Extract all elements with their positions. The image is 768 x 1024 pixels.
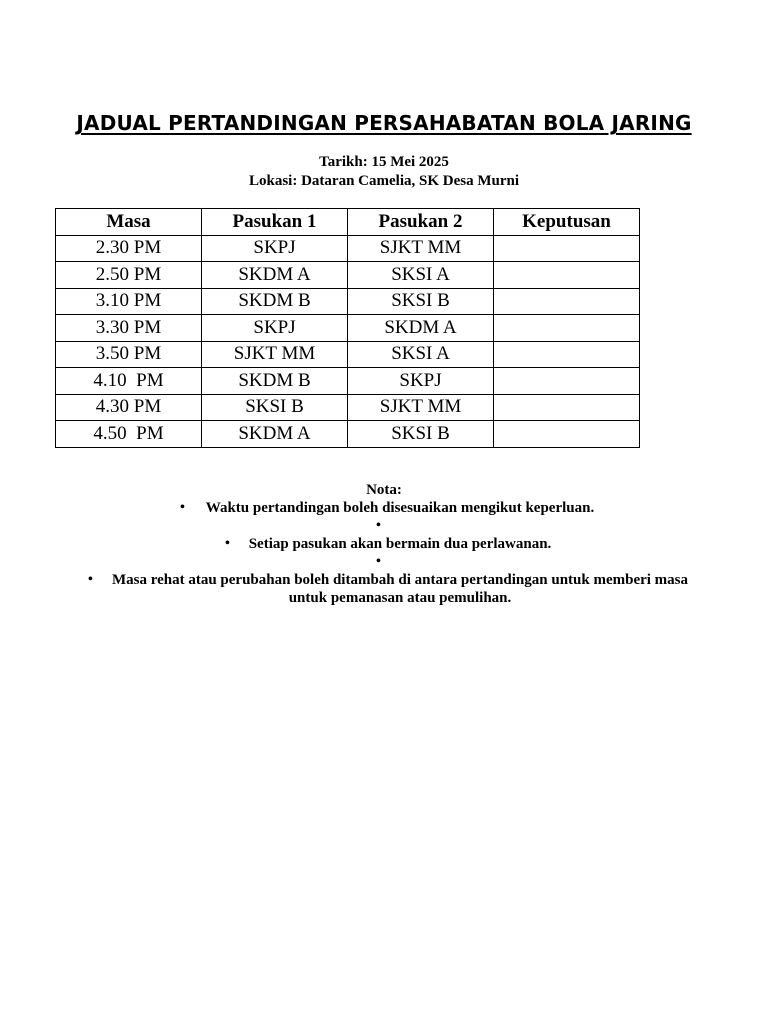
cell-pasukan-1: SJKT MM: [202, 341, 348, 368]
notes-title: Nota:: [366, 482, 402, 498]
cell-keputusan: [494, 421, 640, 448]
bullet-icon: •: [180, 500, 185, 515]
cell-masa: 3.10 PM: [56, 288, 202, 315]
cell-masa: 2.50 PM: [56, 262, 202, 289]
note-item-3: Setiap pasukan akan bermain dua perlawanan.: [248, 536, 552, 552]
cell-keputusan: [494, 341, 640, 368]
cell-keputusan: [494, 235, 640, 262]
cell-pasukan-2: SKDM A: [348, 315, 494, 342]
table-row: [56, 235, 640, 262]
cell-pasukan-2: SKSI A: [348, 341, 494, 368]
cell-pasukan-2: SJKT MM: [348, 235, 494, 262]
cell-keputusan: [494, 288, 640, 315]
table-row: [56, 262, 640, 289]
date-line: Tarikh: 15 Mei 2025: [319, 154, 449, 170]
location-line: Lokasi: Dataran Camelia, SK Desa Murni: [249, 173, 519, 189]
note-item-1: Waktu pertandingan boleh disesuaikan mengikut keperluan.: [205, 500, 595, 516]
bullet-icon: •: [376, 518, 381, 533]
cell-keputusan: [494, 368, 640, 395]
column-header-pasukan-1: Pasukan 1: [202, 209, 348, 236]
cell-masa: 4.10 PM: [56, 368, 202, 395]
cell-pasukan-1: SKDM B: [202, 368, 348, 395]
note-item-5: Masa rehat atau perubahan boleh ditambah di antara pertandingan untuk memberi masa untuk pemanasan atau pemulihan.: [111, 572, 689, 606]
cell-masa: 4.30 PM: [56, 394, 202, 421]
cell-pasukan-2: SKPJ: [348, 368, 494, 395]
cell-masa: 3.50 PM: [56, 341, 202, 368]
cell-keputusan: [494, 394, 640, 421]
table-header-row: [56, 209, 640, 236]
cell-masa: 4.50 PM: [56, 421, 202, 448]
table-row: [56, 421, 640, 448]
cell-masa: 3.30 PM: [56, 315, 202, 342]
cell-pasukan-2: SKSI B: [348, 288, 494, 315]
cell-pasukan-1: SKDM A: [202, 262, 348, 289]
document-title: JADUAL PERTANDINGAN PERSAHABATAN BOLA JARING: [76, 111, 692, 135]
bullet-icon: •: [88, 572, 93, 587]
bullet-icon: •: [225, 536, 230, 551]
schedule-table: [55, 208, 640, 448]
table-row: [56, 315, 640, 342]
table-row: [56, 368, 640, 395]
column-header-masa: Masa: [56, 209, 202, 236]
table-row: [56, 394, 640, 421]
cell-pasukan-2: SKSI B: [348, 421, 494, 448]
cell-pasukan-2: SJKT MM: [348, 394, 494, 421]
cell-pasukan-1: SKDM A: [202, 421, 348, 448]
cell-pasukan-1: SKPJ: [202, 235, 348, 262]
table-row: [56, 288, 640, 315]
cell-pasukan-1: SKDM B: [202, 288, 348, 315]
cell-keputusan: [494, 262, 640, 289]
column-header-keputusan: Keputusan: [494, 209, 640, 236]
cell-pasukan-1: SKSI B: [202, 394, 348, 421]
cell-masa: 2.30 PM: [56, 235, 202, 262]
table-row: [56, 341, 640, 368]
cell-pasukan-2: SKSI A: [348, 262, 494, 289]
cell-keputusan: [494, 315, 640, 342]
bullet-icon: •: [376, 554, 381, 569]
cell-pasukan-1: SKPJ: [202, 315, 348, 342]
column-header-pasukan-2: Pasukan 2: [348, 209, 494, 236]
